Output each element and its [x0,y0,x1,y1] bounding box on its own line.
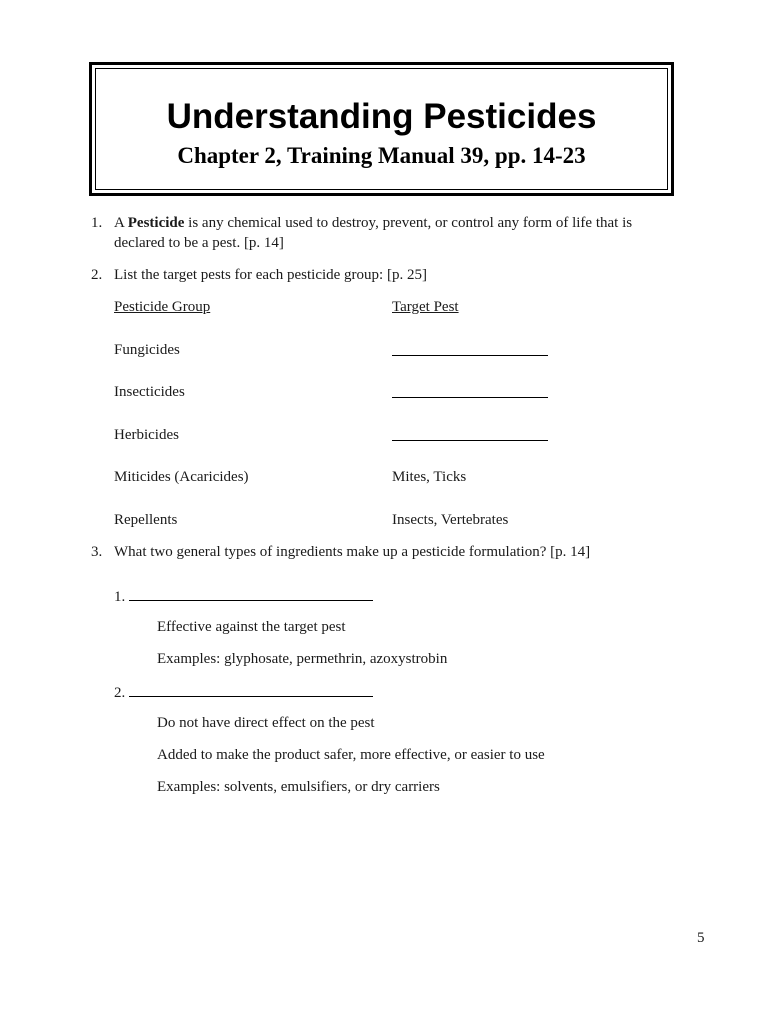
answer-line [129,586,373,601]
q3-text: What two general types of ingredients make up a pesticide formulation? [p. 14] [114,544,591,560]
page-title: Understanding Pesticides [166,97,597,136]
q1-term: Pesticide [127,215,185,231]
col-header-group: Pesticide Group [114,299,211,315]
ingredient-2-note-1: Do not have direct effect on the pest [157,715,375,731]
group-row-3: Herbicides [114,427,179,443]
pest-row-5: Insects, Vertebrates [392,512,509,528]
q1-lead: A [114,215,125,231]
q1-line2: declared to be a pest. [p. 14] [114,235,284,251]
q1-line1 [114,214,632,232]
ingredient-2-answer[interactable] [114,682,373,702]
q2-number: 2. [91,267,103,283]
q2-text: List the target pests for each pesticide group: [p. 25] [114,267,427,283]
pest-blank-3[interactable] [392,426,548,446]
q1-number: 1. [91,215,103,231]
pest-row-4: Mites, Ticks [392,469,467,485]
ingredient-1-note-1: Effective against the target pest [157,619,346,635]
ingredient-1-answer[interactable] [114,586,373,606]
group-row-1: Fungicides [114,342,180,358]
page-subtitle: Chapter 2, Training Manual 39, pp. 14-23 [177,143,586,168]
pest-blank-1[interactable] [392,341,548,361]
q1-rest: is any chemical used to destroy, prevent, or control any form of life that is [188,215,633,231]
ingredient-2-note-3: Examples: solvents, emulsifiers, or dry carriers [157,779,440,795]
ingredient-1-note-2: Examples: glyphosate, permethrin, azoxystrobin [157,651,448,667]
group-row-5: Repellents [114,512,178,528]
page-number: 5 [697,930,705,946]
pest-blank-2[interactable] [392,383,548,403]
group-row-4: Miticides (Acaricides) [114,469,249,485]
q3-number: 3. [91,544,103,560]
ingredient-2-label: 2. [114,685,126,701]
answer-line [392,426,548,441]
ingredient-1-label: 1. [114,589,126,605]
answer-line [392,383,548,398]
ingredient-2-note-2: Added to make the product safer, more effective, or easier to use [157,747,545,763]
title-box [89,62,674,196]
col-header-pest: Target Pest [392,299,459,315]
answer-line [392,341,548,356]
answer-line [129,682,373,697]
group-row-2: Insecticides [114,384,185,400]
